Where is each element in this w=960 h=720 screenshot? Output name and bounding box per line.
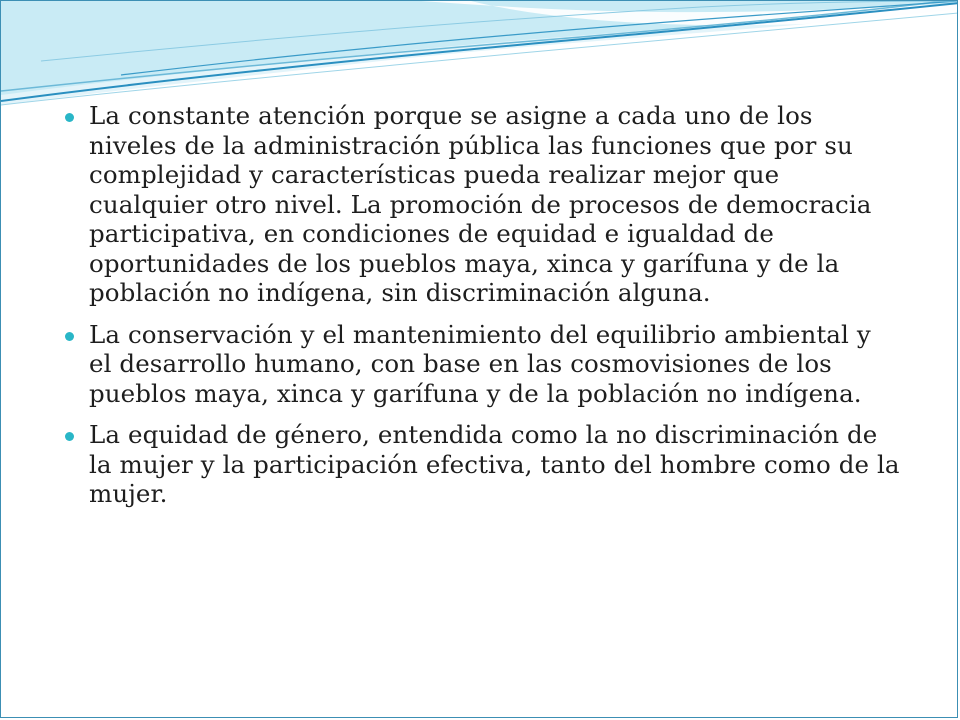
bullet-dot-icon bbox=[65, 432, 74, 441]
content-bullet-list bbox=[61, 101, 901, 521]
bullet-item bbox=[61, 420, 901, 509]
bullet-dot-icon bbox=[65, 113, 74, 122]
bullet-item bbox=[61, 320, 901, 409]
bullet-text: La conservación y el mantenimiento del equilibrio ambiental y el desarrollo humano, con base en las cosmovisiones de los pueblos maya, xinca y garífuna y de la población no indígena. bbox=[89, 319, 871, 408]
bullet-text: La constante atención porque se asigne a cada uno de los niveles de la administración pública las funciones que por su complejidad y características pueda realizar mejor que cualquier otro nivel. La promoción de procesos de democracia participativa, en condiciones de equidad e igualdad de oportunidades de los pueblos maya, xinca y garífuna y de la población no indígena, sin discriminación alguna. bbox=[89, 101, 872, 307]
bullet-item bbox=[61, 101, 901, 308]
bullet-text: La equidad de género, entendida como la no discriminación de la mujer y la participación efectiva, tanto del hombre como de la mujer. bbox=[89, 420, 900, 508]
bullet-dot-icon bbox=[65, 332, 74, 341]
